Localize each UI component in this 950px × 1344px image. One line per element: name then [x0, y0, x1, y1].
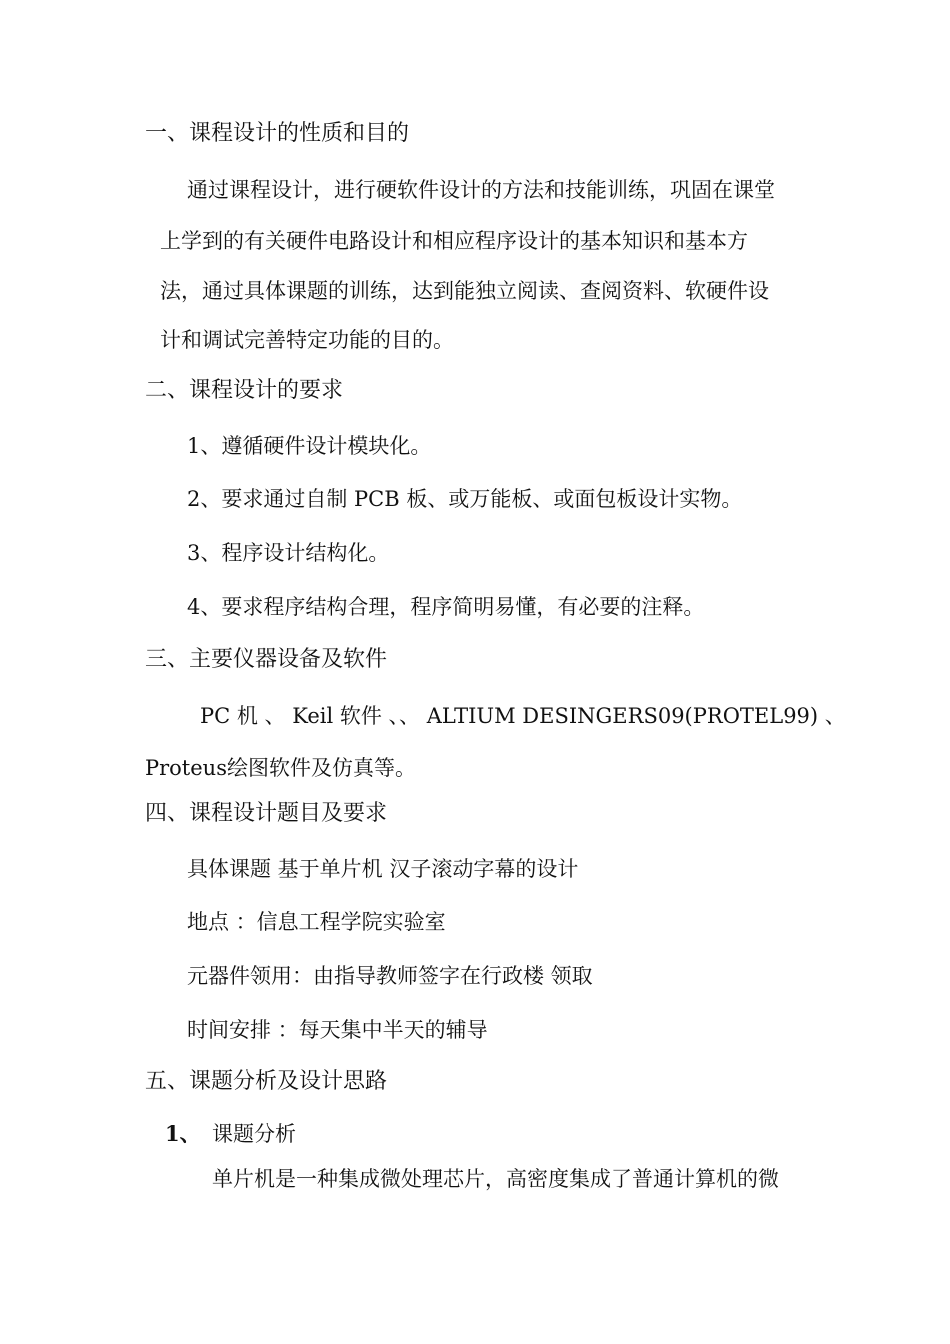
section-5-heading: 五、课题分析及设计思路: [145, 1069, 388, 1094]
requirement-item: 1、遵循硬件设计模块化。: [187, 434, 432, 458]
requirement-item: 3、程序设计结构化。: [187, 541, 390, 565]
subsection-title: 课题分析: [212, 1122, 296, 1146]
software-list-line: Proteus绘图软件及仿真等。: [145, 756, 416, 780]
requirement-item: 4、要求程序结构合理，程序简明易懂，有必要的注释。: [187, 595, 705, 619]
subsection-number: 1、: [165, 1121, 201, 1146]
section-2-heading: 二、课程设计的要求: [145, 378, 344, 403]
section-1-heading: 一、课程设计的性质和目的: [145, 121, 410, 146]
section-4-heading: 四、课程设计题目及要求: [145, 801, 388, 826]
topic-detail-item: 时间安排 ：每天集中半天的辅导: [187, 1018, 488, 1042]
section-1-paragraph-line: 法，通过具体课题的训练，达到能独立阅读、查阅资料、软硬件设: [160, 279, 769, 303]
topic-detail-item: 地点 ：信息工程学院实验室: [187, 910, 446, 934]
requirement-item: 2、要求通过自制 PCB 板、或万能板、或面包板设计实物。: [187, 487, 743, 511]
section-1-paragraph-line: 通过课程设计，进行硬软件设计的方法和技能训练，巩固在课堂: [187, 178, 775, 202]
software-list-line: PC 机 、 Keil 软件 、、 ALTIUM DESINGERS09(PROTEL99) 、: [200, 704, 846, 728]
section-3-heading: 三、主要仪器设备及软件: [145, 647, 388, 672]
section-1-paragraph-line: 计和调试完善特定功能的目的。: [160, 328, 454, 352]
topic-detail-item: 元器件领用：由指导教师签字在行政楼 领取: [187, 964, 593, 988]
topic-detail-item: 具体课题 基于单片机 汉子滚动字幕的设计: [187, 857, 579, 881]
section-5-paragraph-line: 单片机是一种集成微处理芯片，高密度集成了普通计算机的微: [212, 1167, 779, 1191]
section-1-paragraph-line: 上学到的有关硬件电路设计和相应程序设计的基本知识和基本方: [160, 229, 748, 253]
